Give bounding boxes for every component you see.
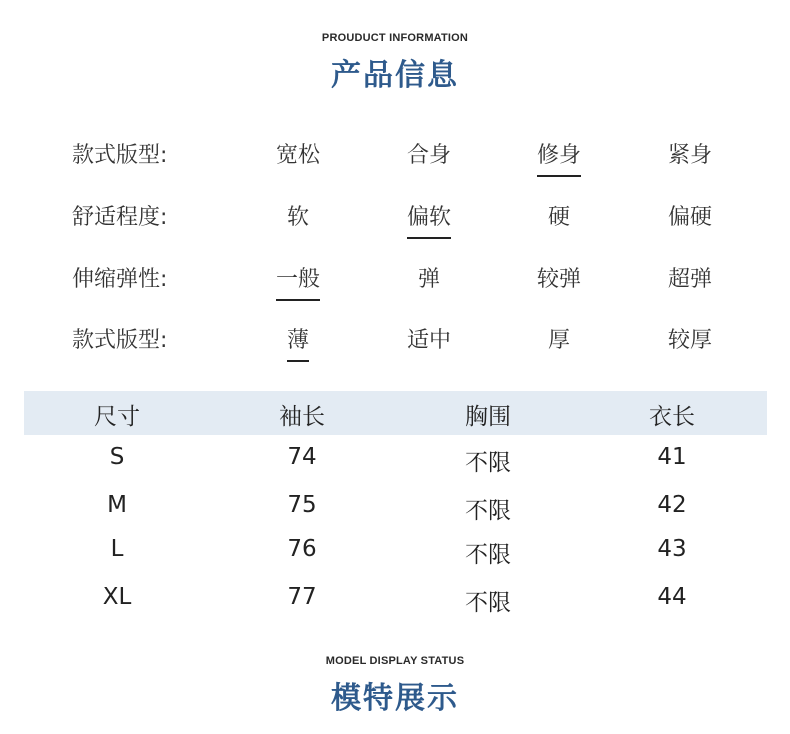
attribute-label: 舒适程度:	[72, 205, 168, 230]
size-cell: 不限	[465, 590, 511, 616]
attribute-option: 软	[286, 205, 309, 230]
attribute-label: 款式版型:	[72, 143, 168, 168]
size-table-row	[0, 492, 790, 526]
model-display-title-en: MODEL DISPLAY STATUS	[325, 655, 465, 667]
size-cell: 76	[287, 536, 317, 562]
attribute-option: 紧身	[667, 143, 712, 168]
size-cell: 不限	[465, 498, 511, 524]
attribute-option-selected: 偏软	[369, 200, 489, 239]
attribute-option: 超弹	[667, 267, 712, 292]
size-cell: 41	[657, 444, 687, 470]
size-cell: 74	[287, 444, 317, 470]
attribute-option: 宽松	[275, 143, 320, 168]
model-display-title-cn: 模特展示	[331, 681, 459, 716]
attribute-option: 偏硬	[667, 205, 712, 230]
attribute-option: 较弹	[536, 267, 581, 292]
size-table-header	[24, 391, 767, 435]
size-cell: 77	[287, 584, 317, 610]
attribute-option: 适中	[406, 328, 451, 353]
size-cell: 不限	[465, 450, 511, 476]
size-header-cell: 袖长	[279, 404, 325, 430]
size-table-row	[0, 536, 790, 570]
size-cell: 44	[657, 584, 687, 610]
attribute-option-selected: 修身	[499, 138, 619, 177]
attribute-option: 硬	[547, 205, 570, 230]
attribute-row-thickness	[0, 323, 790, 363]
attribute-option-selected: 薄	[238, 323, 358, 362]
attribute-row-comfort	[0, 200, 790, 240]
product-info-title-cn: 产品信息	[331, 58, 459, 93]
attribute-option: 合身	[406, 143, 451, 168]
size-header-cell: 尺寸	[94, 404, 140, 430]
attribute-option: 厚	[547, 328, 570, 353]
size-header-cell: 衣长	[649, 404, 695, 430]
attribute-label: 伸缩弹性:	[72, 267, 168, 292]
attribute-row-fit	[0, 138, 790, 178]
size-table-row	[0, 444, 790, 478]
size-cell: 75	[287, 492, 317, 518]
attribute-option-selected: 一般	[238, 262, 358, 301]
size-cell: XL	[102, 584, 132, 610]
size-header-cell: 胸围	[465, 404, 511, 430]
size-cell: L	[110, 536, 124, 562]
size-cell: 不限	[465, 542, 511, 568]
size-cell: 42	[657, 492, 687, 518]
size-cell: 43	[657, 536, 687, 562]
product-info-title-en: PROUDUCT INFORMATION	[321, 32, 469, 44]
size-table-row	[0, 584, 790, 618]
attribute-option: 弹	[417, 267, 440, 292]
size-cell: M	[107, 492, 127, 518]
size-cell: S	[109, 444, 125, 470]
attribute-option: 较厚	[667, 328, 712, 353]
attribute-row-elasticity	[0, 262, 790, 302]
attribute-label: 款式版型:	[72, 328, 168, 353]
